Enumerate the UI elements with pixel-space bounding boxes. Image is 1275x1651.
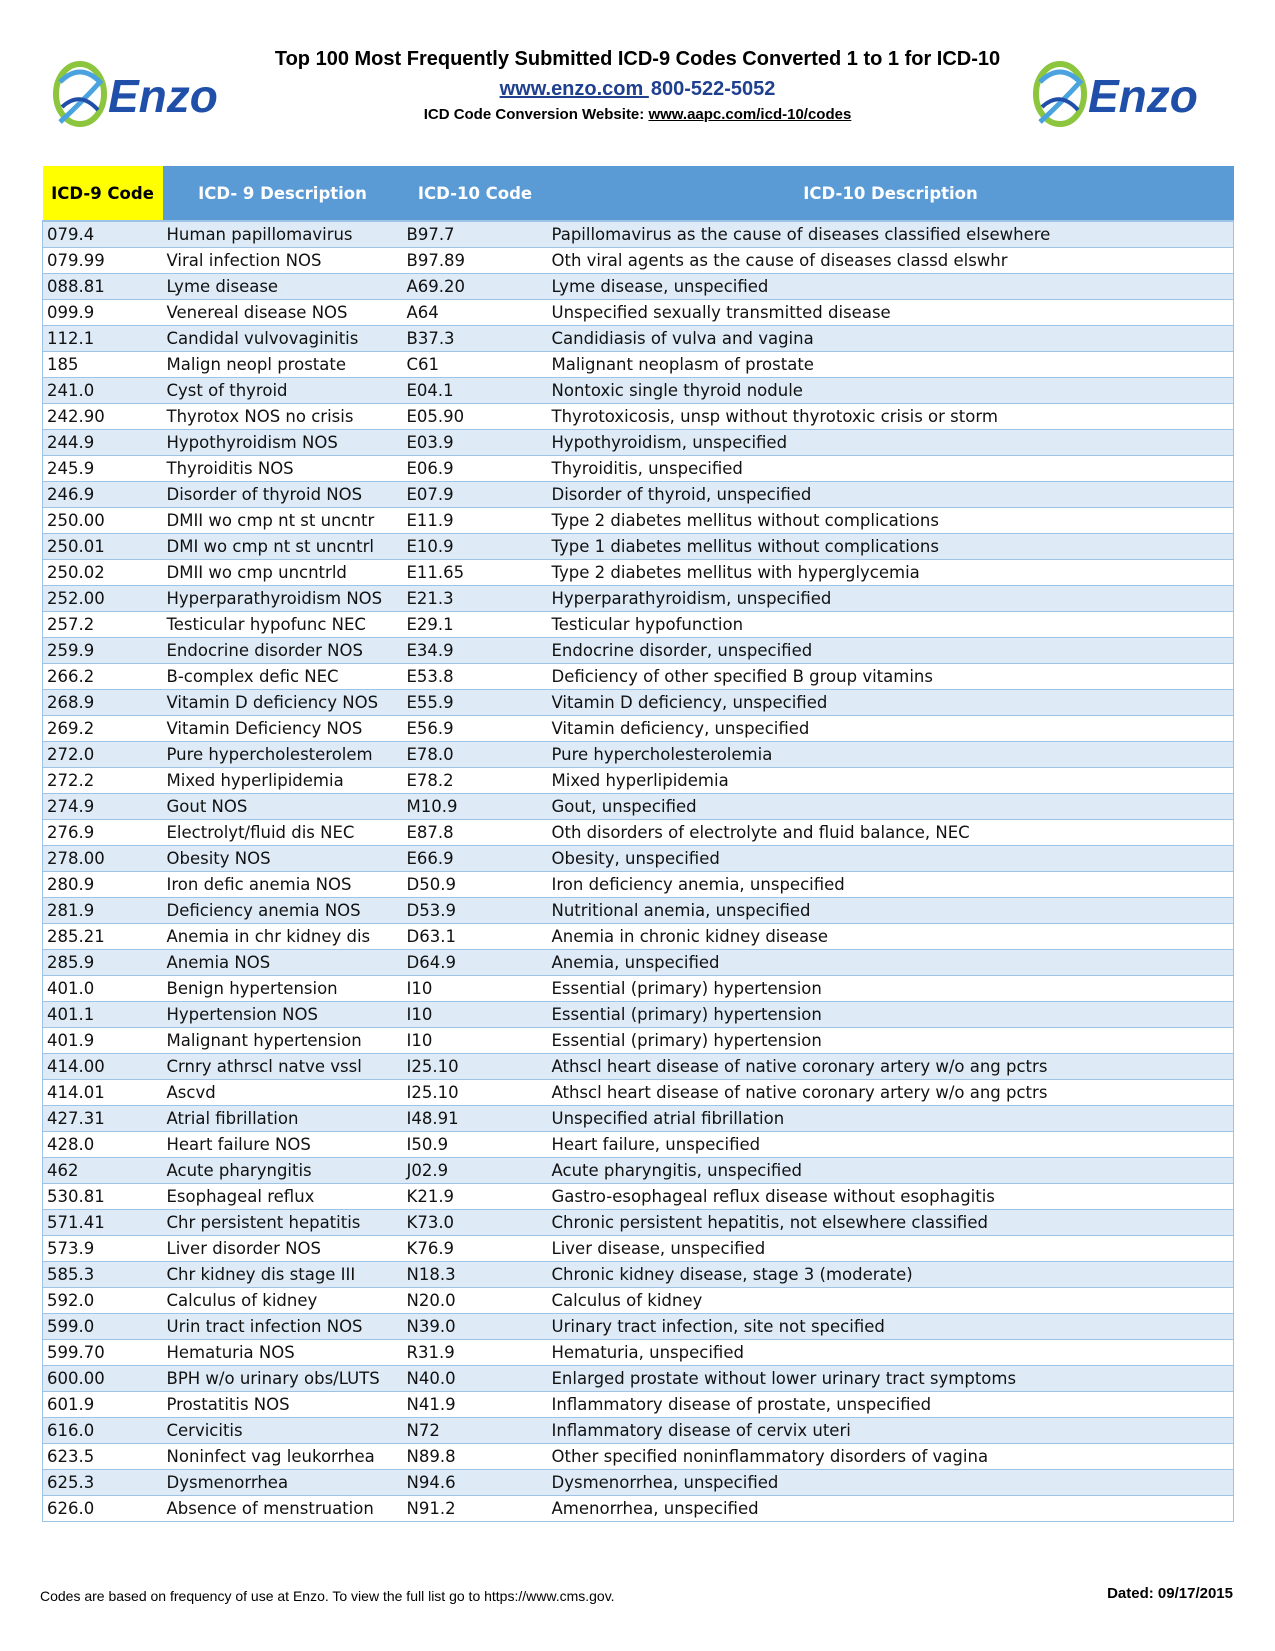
icd10-code-cell: E10.9 [403,534,548,560]
table-row [43,716,1234,742]
icd10-description-cell: Chronic kidney disease, stage 3 (moderate) [548,1262,1234,1288]
icd10-code-cell: K76.9 [403,1236,548,1262]
table-row [43,1002,1234,1028]
table-row [43,300,1234,326]
icd10-code-cell: D64.9 [403,950,548,976]
icd9-code-cell: 401.0 [43,976,163,1002]
table-row [43,950,1234,976]
icd9-description-cell: Thyroiditis NOS [163,456,403,482]
icd9-code-cell: 414.01 [43,1080,163,1106]
icd9-code-cell: 242.90 [43,404,163,430]
icd9-description-cell: Hypothyroidism NOS [163,430,403,456]
icd9-description-cell: Malign neopl prostate [163,352,403,378]
icd10-description-cell: Hypothyroidism, unspecified [548,430,1234,456]
logo-text: Enzo [108,70,218,122]
icd10-code-cell: M10.9 [403,794,548,820]
conversion-line [240,104,1035,126]
footer-date: Dated: 09/17/2015 [1107,1585,1233,1602]
icd10-code-cell: C61 [403,352,548,378]
icd9-code-cell: 272.2 [43,768,163,794]
icd10-description-cell: Gout, unspecified [548,794,1234,820]
icd10-code-cell: N89.8 [403,1444,548,1470]
table-row [43,248,1234,274]
icd9-code-cell: 592.0 [43,1288,163,1314]
icd9-code-cell: 462 [43,1158,163,1184]
icd9-code-cell: 079.99 [43,248,163,274]
conversion-label: ICD Code Conversion Website: [423,106,649,123]
table-row [43,976,1234,1002]
icd9-code-cell: 599.70 [43,1340,163,1366]
icd10-description-cell: Oth viral agents as the cause of diseases classd elswhr [548,248,1234,274]
table-row [43,872,1234,898]
icd9-description-cell: Noninfect vag leukorrhea [163,1444,403,1470]
icd9-description-cell: Mixed hyperlipidemia [163,768,403,794]
icd10-code-cell: B37.3 [403,326,548,352]
icd10-description-cell: Type 2 diabetes mellitus without complications [548,508,1234,534]
icd10-code-cell: E03.9 [403,430,548,456]
icd9-code-cell: 401.1 [43,1002,163,1028]
icd9-code-cell: 599.0 [43,1314,163,1340]
table-row [43,742,1234,768]
page-title: Top 100 Most Frequently Submitted ICD-9 Codes Converted 1 to 1 for ICD-10 [274,48,1001,70]
table-row [43,404,1234,430]
table-row [43,482,1234,508]
icd10-description-cell: Candidiasis of vulva and vagina [548,326,1234,352]
table-row [43,846,1234,872]
table-row [43,1054,1234,1080]
icd9-description-cell: Anemia NOS [163,950,403,976]
table-row [43,768,1234,794]
icd10-description-cell: Essential (primary) hypertension [548,1028,1234,1054]
icd-code-table [42,166,1234,1522]
icd9-code-cell: 401.9 [43,1028,163,1054]
table-row [43,1080,1234,1106]
icd9-description-cell: Hyperparathyroidism NOS [163,586,403,612]
icd10-description-cell: Acute pharyngitis, unspecified [548,1158,1234,1184]
icd9-description-cell: Absence of menstruation [163,1496,403,1522]
icd9-code-cell: 573.9 [43,1236,163,1262]
icd10-code-cell: E34.9 [403,638,548,664]
icd9-description-cell: Thyrotox NOS no crisis [163,404,403,430]
icd9-description-cell: DMI wo cmp nt st uncntrl [163,534,403,560]
icd10-code-cell: N91.2 [403,1496,548,1522]
icd10-description-cell: Deficiency of other specified B group vitamins [548,664,1234,690]
icd9-description-cell: Human papillomavirus [163,221,403,248]
icd9-code-cell: 280.9 [43,872,163,898]
icd9-code-cell: 244.9 [43,430,163,456]
table-row [43,1184,1234,1210]
table-row [43,1132,1234,1158]
table-row [43,274,1234,300]
icd9-description-cell: Endocrine disorder NOS [163,638,403,664]
icd10-code-cell: E87.8 [403,820,548,846]
table-row [43,898,1234,924]
icd9-description-cell: Electrolyt/fluid dis NEC [163,820,403,846]
table-row [43,638,1234,664]
icd9-code-cell: 257.2 [43,612,163,638]
icd9-description-cell: Anemia in chr kidney dis [163,924,403,950]
icd9-description-cell: Obesity NOS [163,846,403,872]
icd10-code-cell: N94.6 [403,1470,548,1496]
icd10-code-cell: E04.1 [403,378,548,404]
enzo-helix-logo-icon [1030,52,1230,132]
table-row [43,378,1234,404]
icd10-code-cell: K73.0 [403,1210,548,1236]
icd9-code-cell: 414.00 [43,1054,163,1080]
icd10-description-cell: Heart failure, unspecified [548,1132,1234,1158]
icd10-description-cell: Oth disorders of electrolyte and fluid balance, NEC [548,820,1234,846]
icd10-code-cell: E66.9 [403,846,548,872]
table-row [43,1158,1234,1184]
icd9-description-cell: Cervicitis [163,1418,403,1444]
icd10-description-cell: Essential (primary) hypertension [548,1002,1234,1028]
phone-number: 800-522-5052 [650,78,776,100]
table-row [43,1444,1234,1470]
icd10-description-cell: Gastro-esophageal reflux disease without esophagitis [548,1184,1234,1210]
table-row [43,1366,1234,1392]
icd10-code-cell: E05.90 [403,404,548,430]
icd10-code-cell: I25.10 [403,1080,548,1106]
icd9-description-cell: Disorder of thyroid NOS [163,482,403,508]
icd9-description-cell: Urin tract infection NOS [163,1314,403,1340]
icd9-description-cell: Viral infection NOS [163,248,403,274]
icd9-description-cell: Candidal vulvovaginitis [163,326,403,352]
table-row [43,924,1234,950]
icd9-code-cell: 241.0 [43,378,163,404]
icd10-description-cell: Type 2 diabetes mellitus with hyperglycemia [548,560,1234,586]
icd10-description-cell: Hematuria, unspecified [548,1340,1234,1366]
table-row [43,456,1234,482]
table-header-row [43,166,1234,221]
icd9-code-cell: 272.0 [43,742,163,768]
icd10-description-cell: Calculus of kidney [548,1288,1234,1314]
icd9-description-cell: Calculus of kidney [163,1288,403,1314]
icd9-description-cell: Chr persistent hepatitis [163,1210,403,1236]
icd10-description-cell: Disorder of thyroid, unspecified [548,482,1234,508]
icd10-code-cell: E78.2 [403,768,548,794]
icd10-description-cell: Vitamin deficiency, unspecified [548,716,1234,742]
icd9-description-cell: DMII wo cmp uncntrld [163,560,403,586]
icd9-code-cell: 427.31 [43,1106,163,1132]
icd9-description-cell: Crnry athrscl natve vssl [163,1054,403,1080]
icd10-description-cell: Unspecified sexually transmitted disease [548,300,1234,326]
icd10-code-cell: E21.3 [403,586,548,612]
icd10-code-cell: N20.0 [403,1288,548,1314]
icd10-code-cell: I10 [403,976,548,1002]
footer-note: Codes are based on frequency of use at Enzo. To view the full list go to https://www.cms.gov. [40,1588,615,1604]
icd10-code-cell: I48.91 [403,1106,548,1132]
table-row [43,586,1234,612]
icd9-description-cell: Esophageal reflux [163,1184,403,1210]
icd9-code-cell: 278.00 [43,846,163,872]
icd10-description-cell: Nontoxic single thyroid nodule [548,378,1234,404]
icd10-code-cell: E11.9 [403,508,548,534]
icd10-code-cell: I10 [403,1002,548,1028]
icd9-code-cell: 281.9 [43,898,163,924]
icd10-description-cell: Anemia, unspecified [548,950,1234,976]
icd9-code-cell: 250.02 [43,560,163,586]
icd10-code-cell: N40.0 [403,1366,548,1392]
icd9-description-cell: Cyst of thyroid [163,378,403,404]
icd10-description-cell: Urinary tract infection, site not specified [548,1314,1234,1340]
table-row [43,1496,1234,1522]
icd10-description-cell: Essential (primary) hypertension [548,976,1234,1002]
icd9-code-cell: 625.3 [43,1470,163,1496]
table-row [43,1470,1234,1496]
icd10-code-cell: A64 [403,300,548,326]
icd10-code-cell: K21.9 [403,1184,548,1210]
icd9-code-cell: 112.1 [43,326,163,352]
icd10-description-cell: Obesity, unspecified [548,846,1234,872]
icd10-code-cell: N18.3 [403,1262,548,1288]
table-row [43,1236,1234,1262]
icd9-code-cell: 259.9 [43,638,163,664]
icd9-description-cell: Deficiency anemia NOS [163,898,403,924]
icd10-description-cell: Vitamin D deficiency, unspecified [548,690,1234,716]
icd10-description-cell: Athscl heart disease of native coronary artery w/o ang pctrs [548,1054,1234,1080]
table-row [43,1262,1234,1288]
icd10-code-cell: N72 [403,1418,548,1444]
icd10-code-cell: E56.9 [403,716,548,742]
table-row [43,560,1234,586]
icd9-code-cell: 266.2 [43,664,163,690]
icd10-code-cell: E78.0 [403,742,548,768]
logo-text: Enzo [1088,70,1198,122]
icd10-description-cell: Liver disease, unspecified [548,1236,1234,1262]
icd10-description-cell: Malignant neoplasm of prostate [548,352,1234,378]
icd9-description-cell: Pure hypercholesterolem [163,742,403,768]
table-row [43,1392,1234,1418]
icd10-description-cell: Chronic persistent hepatitis, not elsewhere classified [548,1210,1234,1236]
icd10-description-cell: Athscl heart disease of native coronary artery w/o ang pctrs [548,1080,1234,1106]
icd9-description-cell: Vitamin Deficiency NOS [163,716,403,742]
icd9-code-cell: 616.0 [43,1418,163,1444]
icd10-description-cell: Type 1 diabetes mellitus without complications [548,534,1234,560]
table-row [43,508,1234,534]
icd9-code-cell: 245.9 [43,456,163,482]
icd10-description-cell: Papillomavirus as the cause of diseases classified elsewhere [548,221,1234,248]
icd9-description-cell: Venereal disease NOS [163,300,403,326]
icd9-description-cell: Hematuria NOS [163,1340,403,1366]
icd10-code-cell: B97.89 [403,248,548,274]
icd10-description-cell: Testicular hypofunction [548,612,1234,638]
icd10-description-cell: Other specified noninflammatory disorders of vagina [548,1444,1234,1470]
icd10-description-cell: Iron deficiency anemia, unspecified [548,872,1234,898]
icd9-code-cell: 530.81 [43,1184,163,1210]
icd9-description-cell: Heart failure NOS [163,1132,403,1158]
icd10-code-cell: E53.8 [403,664,548,690]
icd10-description-cell: Thyroiditis, unspecified [548,456,1234,482]
icd9-code-cell: 623.5 [43,1444,163,1470]
icd9-code-cell: 276.9 [43,820,163,846]
column-header-icd10-description: ICD-10 Description [548,166,1234,221]
icd10-description-cell: Lyme disease, unspecified [548,274,1234,300]
icd9-description-cell: Prostatitis NOS [163,1392,403,1418]
icd10-description-cell: Mixed hyperlipidemia [548,768,1234,794]
table-row [43,352,1234,378]
icd9-description-cell: DMII wo cmp nt st uncntr [163,508,403,534]
icd9-description-cell: BPH w/o urinary obs/LUTS [163,1366,403,1392]
icd9-code-cell: 099.9 [43,300,163,326]
icd10-code-cell: N39.0 [403,1314,548,1340]
icd9-code-cell: 185 [43,352,163,378]
icd10-description-cell: Unspecified atrial fibrillation [548,1106,1234,1132]
icd10-description-cell: Dysmenorrhea, unspecified [548,1470,1234,1496]
website-link[interactable]: www.enzo.com [499,78,649,100]
column-header-icd10-code: ICD-10 Code [403,166,548,221]
icd10-description-cell: Inflammatory disease of cervix uteri [548,1418,1234,1444]
icd10-code-cell: D50.9 [403,872,548,898]
icd10-description-cell: Thyrotoxicosis, unsp without thyrotoxic crisis or storm [548,404,1234,430]
table-row [43,664,1234,690]
icd9-description-cell: Malignant hypertension [163,1028,403,1054]
icd9-code-cell: 626.0 [43,1496,163,1522]
table-row [43,430,1234,456]
table-row [43,534,1234,560]
icd9-description-cell: Benign hypertension [163,976,403,1002]
icd9-description-cell: Dysmenorrhea [163,1470,403,1496]
icd9-code-cell: 585.3 [43,1262,163,1288]
table-row [43,612,1234,638]
table-row [43,820,1234,846]
table-row [43,326,1234,352]
icd9-code-cell: 088.81 [43,274,163,300]
icd10-description-cell: Amenorrhea, unspecified [548,1496,1234,1522]
page-header [0,40,1275,150]
icd10-code-cell: E29.1 [403,612,548,638]
icd10-code-cell: I25.10 [403,1054,548,1080]
table-row [43,1418,1234,1444]
conversion-link[interactable]: www.aapc.com/icd-10/codes [648,106,852,123]
icd10-code-cell: D53.9 [403,898,548,924]
title-block [240,40,1035,126]
icd10-code-cell: E07.9 [403,482,548,508]
icd9-code-cell: 285.9 [43,950,163,976]
icd9-code-cell: 285.21 [43,924,163,950]
icd10-code-cell: B97.7 [403,221,548,248]
table-row [43,1028,1234,1054]
table-row [43,1106,1234,1132]
icd9-description-cell: Vitamin D deficiency NOS [163,690,403,716]
table-row [43,1210,1234,1236]
icd10-code-cell: E06.9 [403,456,548,482]
icd10-code-cell: E11.65 [403,560,548,586]
icd9-description-cell: Gout NOS [163,794,403,820]
table-row [43,1314,1234,1340]
icd9-code-cell: 246.9 [43,482,163,508]
icd10-description-cell: Inflammatory disease of prostate, unspecified [548,1392,1234,1418]
icd10-code-cell: N41.9 [403,1392,548,1418]
icd9-code-cell: 571.41 [43,1210,163,1236]
table-row [43,221,1234,248]
icd10-description-cell: Nutritional anemia, unspecified [548,898,1234,924]
icd9-code-cell: 274.9 [43,794,163,820]
icd10-description-cell: Pure hypercholesterolemia [548,742,1234,768]
table-row [43,1288,1234,1314]
table-row [43,690,1234,716]
icd9-code-cell: 079.4 [43,221,163,248]
icd9-description-cell: Hypertension NOS [163,1002,403,1028]
table-body [43,221,1234,1522]
enzo-helix-logo-icon [50,52,250,132]
icd9-code-cell: 428.0 [43,1132,163,1158]
icd9-code-cell: 268.9 [43,690,163,716]
icd10-code-cell: E55.9 [403,690,548,716]
enzo-logo-left [50,52,250,132]
icd9-code-cell: 252.00 [43,586,163,612]
icd10-description-cell: Enlarged prostate without lower urinary tract symptoms [548,1366,1234,1392]
icd9-description-cell: B-complex defic NEC [163,664,403,690]
icd9-description-cell: Atrial fibrillation [163,1106,403,1132]
icd9-description-cell: Lyme disease [163,274,403,300]
icd10-code-cell: A69.20 [403,274,548,300]
enzo-logo-right [1030,52,1230,132]
icd10-description-cell: Hyperparathyroidism, unspecified [548,586,1234,612]
icd10-code-cell: R31.9 [403,1340,548,1366]
icd10-code-cell: I50.9 [403,1132,548,1158]
icd9-description-cell: Chr kidney dis stage III [163,1262,403,1288]
icd9-description-cell: Liver disorder NOS [163,1236,403,1262]
icd9-description-cell: Acute pharyngitis [163,1158,403,1184]
icd9-description-cell: Iron defic anemia NOS [163,872,403,898]
table-row [43,1340,1234,1366]
icd10-description-cell: Endocrine disorder, unspecified [548,638,1234,664]
icd9-code-cell: 250.01 [43,534,163,560]
icd9-code-cell: 601.9 [43,1392,163,1418]
icd10-code-cell: D63.1 [403,924,548,950]
icd9-code-cell: 269.2 [43,716,163,742]
icd10-description-cell: Anemia in chronic kidney disease [548,924,1234,950]
icd9-code-cell: 600.00 [43,1366,163,1392]
icd9-description-cell: Ascvd [163,1080,403,1106]
table-row [43,794,1234,820]
column-header-icd9-code: ICD-9 Code [43,166,163,221]
icd10-code-cell: I10 [403,1028,548,1054]
icd10-code-cell: J02.9 [403,1158,548,1184]
icd9-code-cell: 250.00 [43,508,163,534]
contact-line [240,74,1035,104]
column-header-icd9-description: ICD- 9 Description [163,166,403,221]
icd9-description-cell: Testicular hypofunc NEC [163,612,403,638]
